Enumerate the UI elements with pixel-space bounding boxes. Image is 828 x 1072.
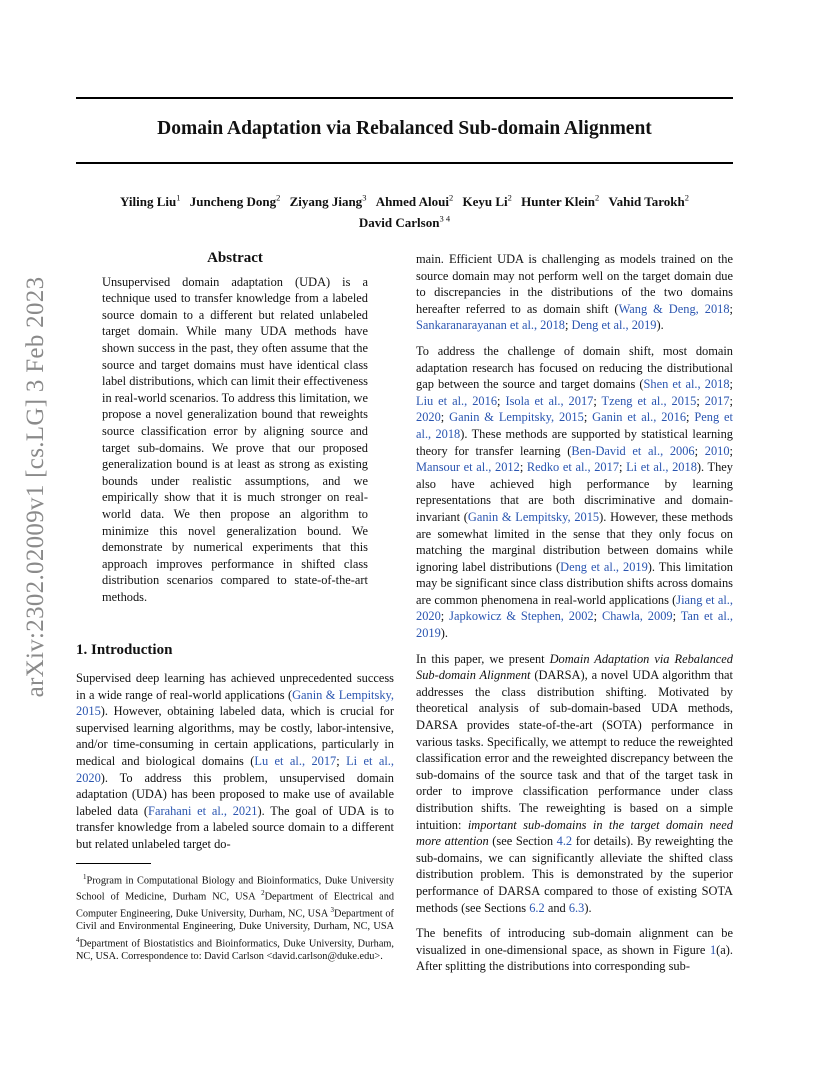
intro-paragraph: Supervised deep learning has achieved unprecedented success in a wide range of real-world applications (Ganin & Lempitsky, 2015). However, obtaining labeled data, which is crucial for supervised learning algorithms, may be costly, labor-intensive, and/or time-consuming in certain applications, particularly in medical and biological domains (Lu et al., 2017; Li et al., 2020). To address this problem, unsupervised domain adaptation (UDA) has been proposed to make use of available labeled data (Farahani et al., 2021). The goal of UDA is to transfer knowledge from a labeled source domain to a different but related unlabeled target do- (76, 671, 394, 851)
citation-link[interactable]: Farahani et al., 2021 (148, 803, 258, 818)
affiliation-footnote: $^1$Program in Computational Biology and Bioinformatics, Duke University School of Medicine, Durham NC, USA $^2$Department of Electrical and Computer Engineering, Duke University, Durham, NC, USA $^3$Department of Civil and Environmental Engineering, Duke University, Durham, NC, USA $^4$Department of Biostatistics and Bioinformatics, Duke University, Durham, NC, USA. Correspondence to: David Carlson <david.carlson@duke.edu>. (76, 872, 394, 963)
citation-link[interactable]: Tan et al., 2019 (416, 609, 734, 641)
citation-link[interactable]: 2010 (704, 443, 730, 458)
citation-link[interactable]: Wang & Deng, 2018 (618, 301, 730, 316)
footnote-rule (76, 863, 151, 864)
citation-link[interactable]: Redko et al., 2017 (526, 460, 620, 475)
citation-link[interactable]: Ganin & Lempitsky, 2015 (449, 410, 584, 425)
citation-link[interactable]: Japkowicz & Stephen, 2002 (449, 609, 594, 624)
citation-link[interactable]: Mansour et al., 2012 (416, 460, 520, 475)
citation-link[interactable]: 2020 (416, 410, 441, 425)
body-paragraph: main. Efficient UDA is challenging as models trained on the source domain may not perform well on the target domain due to discrepancies in the distributions of the two domains hereafter referred to as domain shift (Wang & Deng, 2018; Sankaranarayanan et al., 2018; Deng et al., 2019). (416, 252, 733, 333)
section-reference-link[interactable]: 6.2 (529, 900, 545, 915)
author: Keyu Li$^2$ (462, 193, 512, 210)
citation-link[interactable]: Jiang et al., 2020 (416, 592, 733, 624)
citation-link[interactable]: Shen et al., 2018 (643, 377, 730, 392)
left-column (76, 250, 394, 964)
citation-link[interactable]: Lu et al., 2017 (254, 754, 337, 769)
author: Ahmed Aloui$^2$ (375, 193, 454, 210)
citation-link[interactable]: Chawla, 2009 (601, 609, 673, 624)
citation-link[interactable]: Li et al., 2020 (76, 754, 394, 785)
citation-link[interactable]: 2017 (704, 393, 730, 408)
abstract-heading: Abstract (207, 250, 263, 266)
citation-link[interactable]: Li et al., 2018 (626, 460, 697, 475)
paper-title: Domain Adaptation via Rebalanced Sub-domain Alignment (157, 118, 652, 139)
citation-link[interactable]: Ganin et al., 2016 (592, 410, 687, 425)
author: David Carlson$^{3 4}$ (358, 213, 451, 230)
citation-link[interactable]: Tzeng et al., 2015 (601, 393, 697, 408)
citation-link[interactable]: Liu et al., 2016 (416, 393, 498, 408)
citation-link[interactable]: Ganin & Lempitsky, 2015 (76, 687, 394, 719)
section-reference-link[interactable]: 4.2 (556, 834, 573, 849)
citation-link[interactable]: Isola et al., 2017 (505, 393, 594, 408)
citation-link[interactable]: Deng et al., 2019 (560, 559, 648, 574)
body-paragraph: The benefits of introducing sub-domain alignment can be visualized in one-dimensional space, as shown in Figure 1(a). After splitting the distributions into corresponding sub- (416, 926, 733, 974)
citation-link[interactable]: Sankaranarayanan et al., 2018 (416, 318, 565, 333)
arxiv-watermark: arXiv:2302.02009v1 [cs.LG] 3 Feb 2023 (22, 276, 49, 698)
title-bottom-rule (76, 162, 733, 164)
top-rule (76, 97, 733, 99)
author: Yiling Liu$^1$ (120, 193, 181, 210)
author: Vahid Tarokh$^2$ (608, 193, 689, 210)
right-column (416, 251, 733, 984)
author: Hunter Klein$^2$ (521, 193, 600, 210)
figure-reference-link[interactable]: 1 (709, 942, 717, 957)
citation-link[interactable]: Peng et al., 2018 (416, 410, 733, 441)
section-reference-link[interactable]: 6.3 (568, 900, 585, 915)
author: Juncheng Dong$^2$ (189, 193, 281, 210)
author-list (76, 190, 733, 231)
citation-link[interactable]: Deng et al., 2019 (571, 318, 657, 333)
citation-link[interactable]: Ben-David et al., 2006 (571, 443, 695, 458)
author: Ziyang Jiang$^3$ (289, 193, 367, 210)
body-paragraph: In this paper, we present Domain Adaptation via Rebalanced Sub-domain Alignment (DARSA), a novel UDA algorithm that addresses the class distribution shifting. Motivated by theoretical analysis of sub-domain-based UDA methods, DARSA provides state-of-the-art (SOTA) performance in various tasks. Specifically, we attempt to reduce the reweighted classification error and the reweighted discrepancy between the sub-domains of the source task and that of the target task in order to improve classification performance under class distribution shifts. The reweighting is based on a simple intuition: important sub-domains in the target domain need more attention (see Section 4.2 for details). By reweighting the sub-domains, we can significantly alleviate the shifted class distribution problem. This is demonstrated by the superior performance of DARSA compared to those of existing SOTA methods (see Sections 6.2 and 6.3). (416, 651, 733, 915)
body-paragraph: To address the challenge of domain shift, most domain adaptation research has focused on reducing the distributional gap between the source and target domains (Shen et al., 2018; Liu et al., 2016; Isola et al., 2017; Tzeng et al., 2015; 2017; 2020; Ganin & Lempitsky, 2015; Ganin et al., 2016; Peng et al., 2018). These methods are supported by statistical learning theory for transfer learning (Ben-David et al., 2006; 2010; Mansour et al., 2012; Redko et al., 2017; Li et al., 2018). They also have achieved high performance by learning representations that are both discriminative and domain-invariant (Ganin & Lempitsky, 2015). However, these methods are somewhat limited in the sense that they only focus on matching the marginal distribution between domains while ignoring label distributions (Deng et al., 2019). This limitation may be significant since class distribution shifts across domains are common phenomena in real-world applications (Jiang et al., 2020; Japkowicz & Stephen, 2002; Chawla, 2009; Tan et al., 2019). (416, 343, 734, 641)
citation-link[interactable]: Ganin & Lempitsky, 2015 (467, 509, 600, 524)
abstract-text: Unsupervised domain adaptation (UDA) is a technique used to transfer knowledge from a labeled source domain to a different but related unlabeled target domain. While many UDA methods have shown success in the past, they often assume that the source and target domains must have identical class label distributions, which can limit their effectiveness in real-world scenarios. To address this limitation, we propose a novel generalization bound that reweights source classification error by aligning source and target sub-domains. We prove that our proposed generalization bound is at least as strong as existing bounds under realistic assumptions, and we empirically show that it is much stronger on real-world data. We then propose an algorithm to minimize this novel generalization bound. We demonstrate by numerical experiments that this approach improves performance in shifted class distribution scenarios compared to state-of-the-art methods. (102, 274, 368, 604)
section-heading-introduction: 1. Introduction (76, 642, 173, 659)
